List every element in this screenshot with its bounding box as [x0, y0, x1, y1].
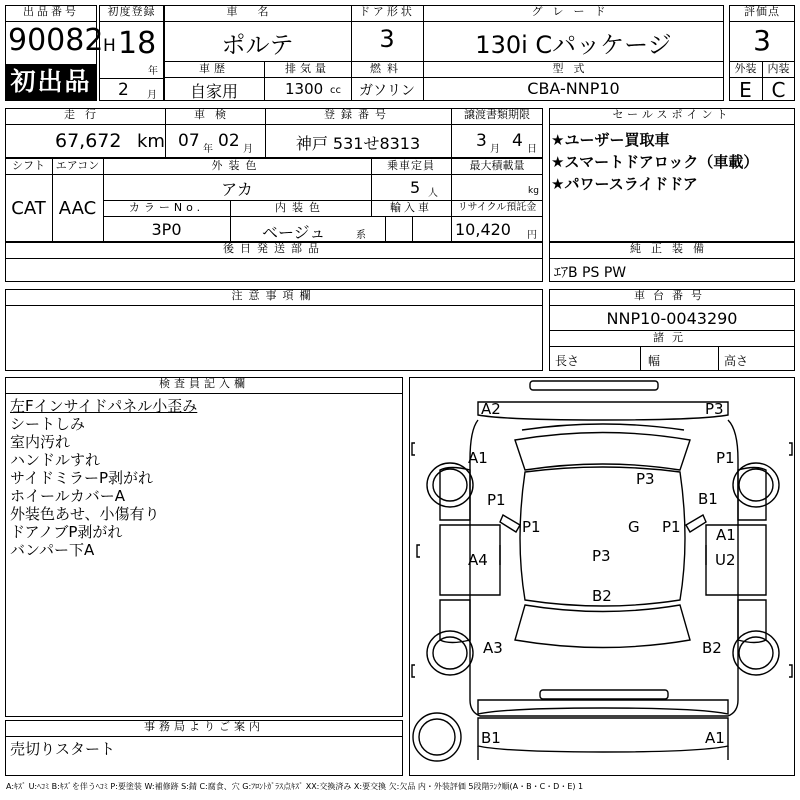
mileage: 67,672	[55, 130, 122, 152]
inspector-note: 外装色あせ、小傷有り	[10, 505, 160, 523]
shift-label: シフト	[12, 159, 45, 172]
fuel-type: ガソリン	[359, 83, 415, 99]
damage-mark: A2	[481, 400, 501, 418]
inspector-label: 検査員記入欄	[159, 377, 249, 390]
capacity-unit: 人	[428, 188, 438, 199]
inspector-note: 室内汚れ	[10, 433, 71, 451]
era: H	[103, 36, 116, 56]
sales-point-3: ★パワースライドドア	[551, 175, 698, 193]
damage-mark: P3	[636, 470, 655, 488]
car-name-label: 車名	[226, 5, 289, 18]
transfer-day: 4	[512, 131, 523, 151]
damage-mark: B2	[592, 587, 612, 605]
damage-mark: P1	[487, 491, 506, 509]
chassis-number: NNP10-0043290	[606, 309, 738, 328]
damage-mark: B1	[698, 490, 718, 508]
ext-color: アカ	[221, 180, 253, 199]
inspector-note: バンパー下A	[10, 541, 95, 559]
capacity: 5	[410, 178, 421, 197]
displacement-unit: cc	[330, 85, 341, 96]
exterior-grade: E	[739, 78, 752, 102]
lot-number-label: 出品番号	[23, 5, 79, 18]
ext-color-label: 外装色	[211, 159, 263, 172]
int-color-suffix: 系	[356, 230, 366, 241]
sales-point-2: ★スマートドアロック（車載）	[551, 153, 759, 171]
ac-value: AAC	[58, 198, 97, 219]
damage-mark: A3	[483, 639, 503, 657]
recycle-deposit: 10,420	[455, 220, 511, 239]
inspection-year-unit: 年	[203, 144, 213, 155]
score-value: 3	[753, 24, 771, 57]
max-load-label: 最大積載量	[469, 159, 525, 172]
max-load-unit: kg	[528, 186, 539, 196]
notes-label: 注意事項欄	[231, 289, 317, 302]
door-count: 3	[379, 25, 395, 53]
damage-mark: A4	[468, 551, 488, 569]
recycle-label: リサイクル預託金	[457, 202, 537, 213]
damage-mark: U2	[715, 551, 736, 569]
registration-label: 登録番号	[324, 108, 392, 121]
later-parts-label: 後日発送部品	[223, 242, 325, 255]
displacement: 1300	[285, 80, 324, 98]
shift-value: CAT	[11, 198, 46, 219]
model-code: CBA-NNP10	[527, 79, 620, 98]
inspector-note: ホイールカバーA	[10, 487, 125, 505]
inspector-note: ドアノブP剥がれ	[10, 523, 123, 541]
import-label: 輸入車	[390, 201, 432, 214]
transfer-month: 3	[476, 131, 487, 151]
first-reg-year: 18	[118, 26, 157, 61]
lot-number: 90082	[8, 23, 104, 58]
inspector-note: サイドミラーP剥がれ	[10, 469, 153, 487]
interior-grade: C	[771, 78, 786, 102]
office-label: 事務局よりご案内	[144, 720, 264, 733]
mileage-unit: km	[137, 131, 165, 152]
damage-mark: A1	[468, 449, 488, 467]
genuine-label: 純正装備	[630, 242, 714, 255]
fuel-label: 燃料	[370, 62, 404, 75]
damage-mark: B2	[702, 639, 722, 657]
width-label: 幅	[648, 354, 661, 368]
color-no-label: カラーNo.	[128, 201, 205, 214]
transfer-day-unit: 日	[527, 144, 537, 155]
inspection-month: 02	[218, 131, 240, 151]
inspector-note: 左Fインサイドパネル小歪み	[10, 397, 198, 415]
sales-points-label: セールスポイント	[612, 108, 732, 121]
model-label: 型式	[552, 62, 595, 75]
month-suffix: 月	[147, 90, 157, 101]
int-color-label: 内装色	[275, 201, 326, 214]
history-label: 車歴	[199, 62, 229, 75]
transfer-month-unit: 月	[490, 144, 500, 155]
sales-point-1: ★ユーザー買取車	[551, 131, 670, 149]
car-diagram	[409, 377, 795, 776]
chassis-label: 車台番号	[634, 289, 710, 302]
length-label: 長さ	[555, 354, 580, 368]
year-suffix: 年	[148, 66, 158, 77]
inspector-notes	[10, 397, 197, 559]
first-listing-text: 初出品	[10, 67, 92, 96]
displacement-label: 排気量	[285, 62, 330, 75]
first-registration-label: 初度登録	[107, 5, 156, 18]
first-reg-month: 2	[118, 80, 129, 100]
ac-label: エアコン	[55, 159, 100, 172]
recycle-unit: 円	[527, 230, 537, 241]
registration-number: 神戸 531せ8313	[295, 134, 421, 153]
color-number: 3P0	[151, 220, 182, 239]
damage-mark: P1	[662, 518, 681, 536]
damage-mark: P3	[592, 547, 611, 565]
interior-label: 内装	[767, 62, 790, 75]
transfer-deadline-label: 譲渡書類期限	[464, 108, 530, 121]
exterior-label: 外装	[734, 62, 757, 75]
height-label: 高さ	[724, 354, 749, 368]
damage-mark: P3	[705, 400, 724, 418]
int-color: ベージュ	[262, 223, 326, 242]
damage-mark: A1	[705, 729, 725, 747]
inspection-label: 車検	[194, 108, 236, 121]
legend: A:ｷｽﾞ U:ﾍｺﾐ B:ｷｽﾞを伴うﾍｺﾐ P:要塗装 W:補修跡 S:錆 C:腐食、穴 G:ﾌﾛﾝﾄｶﾞﾗｽ点ｷｽﾞ XX:交換済み X:要交換 欠:欠品 内・外装評価 5段階ﾗﾝｸ順(A・B・C・D・E) 1	[6, 782, 584, 791]
specs-label: 諸元	[653, 331, 691, 344]
vehicle-history: 自家用	[189, 82, 238, 101]
damage-mark: B1	[481, 729, 501, 747]
genuine-equipment: ｴｱB PS PW	[554, 265, 627, 281]
damage-mark: P1	[522, 518, 541, 536]
mileage-label: 走行	[64, 108, 106, 121]
capacity-label: 乗車定員	[387, 159, 435, 172]
car-name: ポルテ	[221, 31, 294, 59]
inspection-year: 07	[178, 131, 200, 151]
score-label: 評価点	[744, 5, 780, 18]
inspector-note: ハンドルすれ	[10, 451, 101, 469]
grade-label: グレード	[531, 5, 616, 18]
damage-mark: P1	[716, 449, 735, 467]
grade: 130i Cパッケージ	[475, 31, 672, 59]
inspection-month-unit: 月	[243, 144, 253, 155]
damage-mark: G	[628, 518, 640, 536]
inspector-note: シートしみ	[10, 415, 86, 433]
damage-mark: A1	[716, 526, 736, 544]
office-message: 売切りスタート	[10, 740, 116, 758]
door-type-label: ドア形状	[359, 5, 415, 18]
